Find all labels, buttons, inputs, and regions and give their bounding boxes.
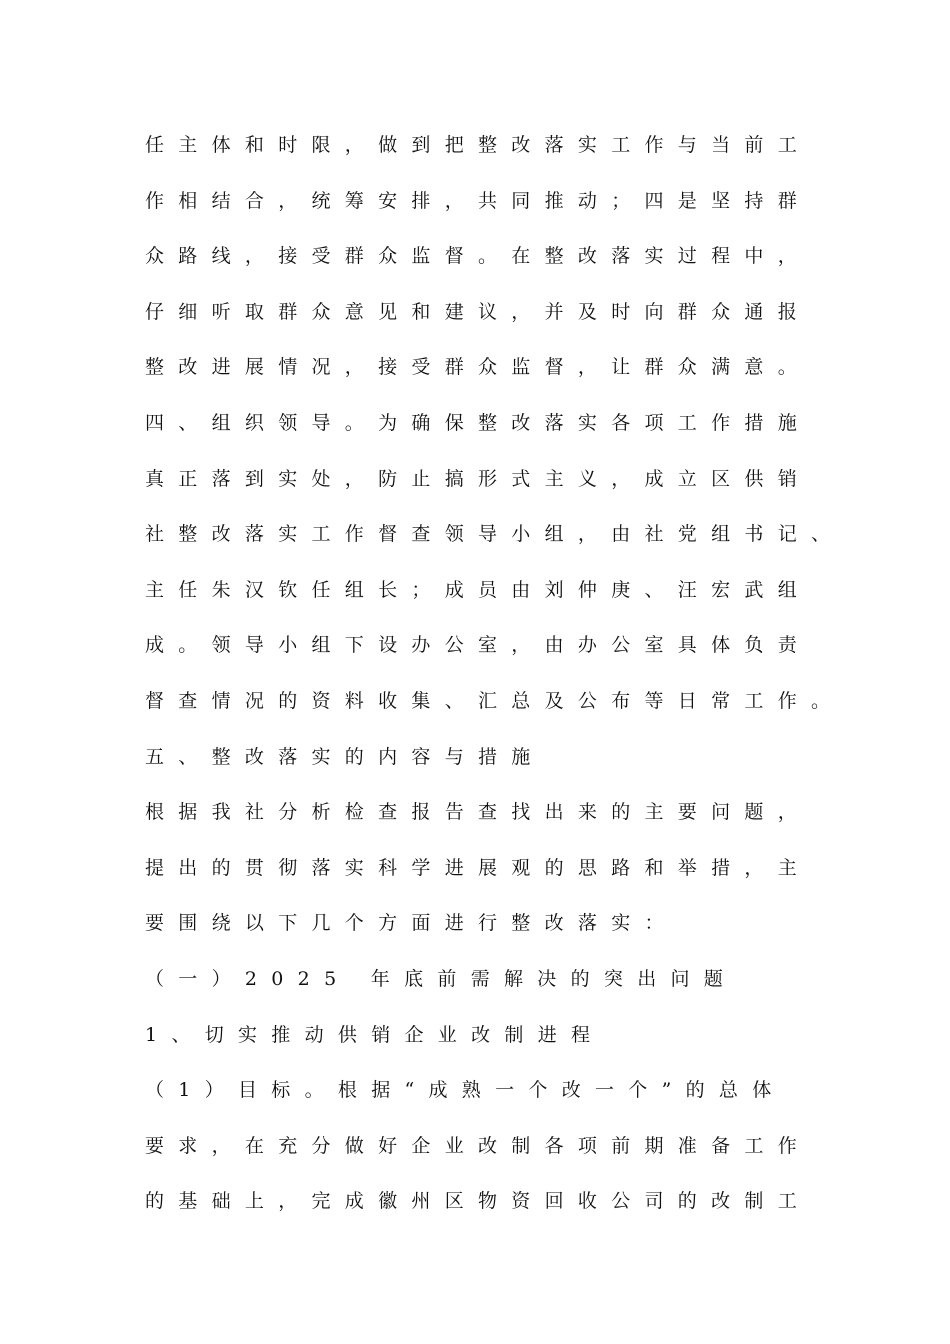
text-line: 根据我社分析检查报告查找出来的主要问题， [145, 801, 812, 824]
text-line: 社整改落实工作督查领导小组，由社党组书记、 [145, 523, 845, 546]
text-line: 督查情况的资料收集、汇总及公布等日常工作。 [145, 689, 845, 712]
text-line: 的基础上，完成徽州区物资回收公司的改制工 [145, 1190, 812, 1213]
subsection-heading: （一）2025 年底前需解决的突出问题 [145, 967, 738, 990]
text-line: 主任朱汉钦任组长；成员由刘仲庚、汪宏武组 [145, 578, 812, 601]
text-line: 要求，在充分做好企业改制各项前期准备工作 [145, 1134, 812, 1157]
section-heading-four: 四、组织领导。为确保整改落实各项工作措施 [145, 411, 812, 434]
text-line: 真正落到实处，防止搞形式主义，成立区供销 [145, 467, 812, 490]
text-line: 众路线，接受群众监督。在整改落实过程中， [145, 245, 812, 268]
text-line: 成。领导小组下设办公室，由办公室具体负责 [145, 634, 812, 657]
text-line: 整改进展情况，接受群众监督，让群众满意。 [145, 356, 812, 379]
text-line: 作相结合，统筹安排，共同推动；四是坚持群 [145, 189, 812, 212]
section-heading-five: 五、整改落实的内容与措施 [145, 745, 545, 768]
text-line: 任主体和时限，做到把整改落实工作与当前工 [145, 134, 812, 156]
text-line: （1）目标。根据“成熟一个改一个”的总体 [145, 1079, 786, 1102]
text-line: 要围绕以下几个方面进行整改落实： [145, 912, 678, 935]
text-line: 提出的贯彻落实科学进展观的思路和举措，主 [145, 856, 812, 879]
document-body [145, 128, 845, 1240]
text-line: 仔细听取群众意见和建议，并及时向群众通报 [145, 300, 812, 323]
item-heading: 1、切实推动供销企业改制进程 [145, 1023, 605, 1046]
